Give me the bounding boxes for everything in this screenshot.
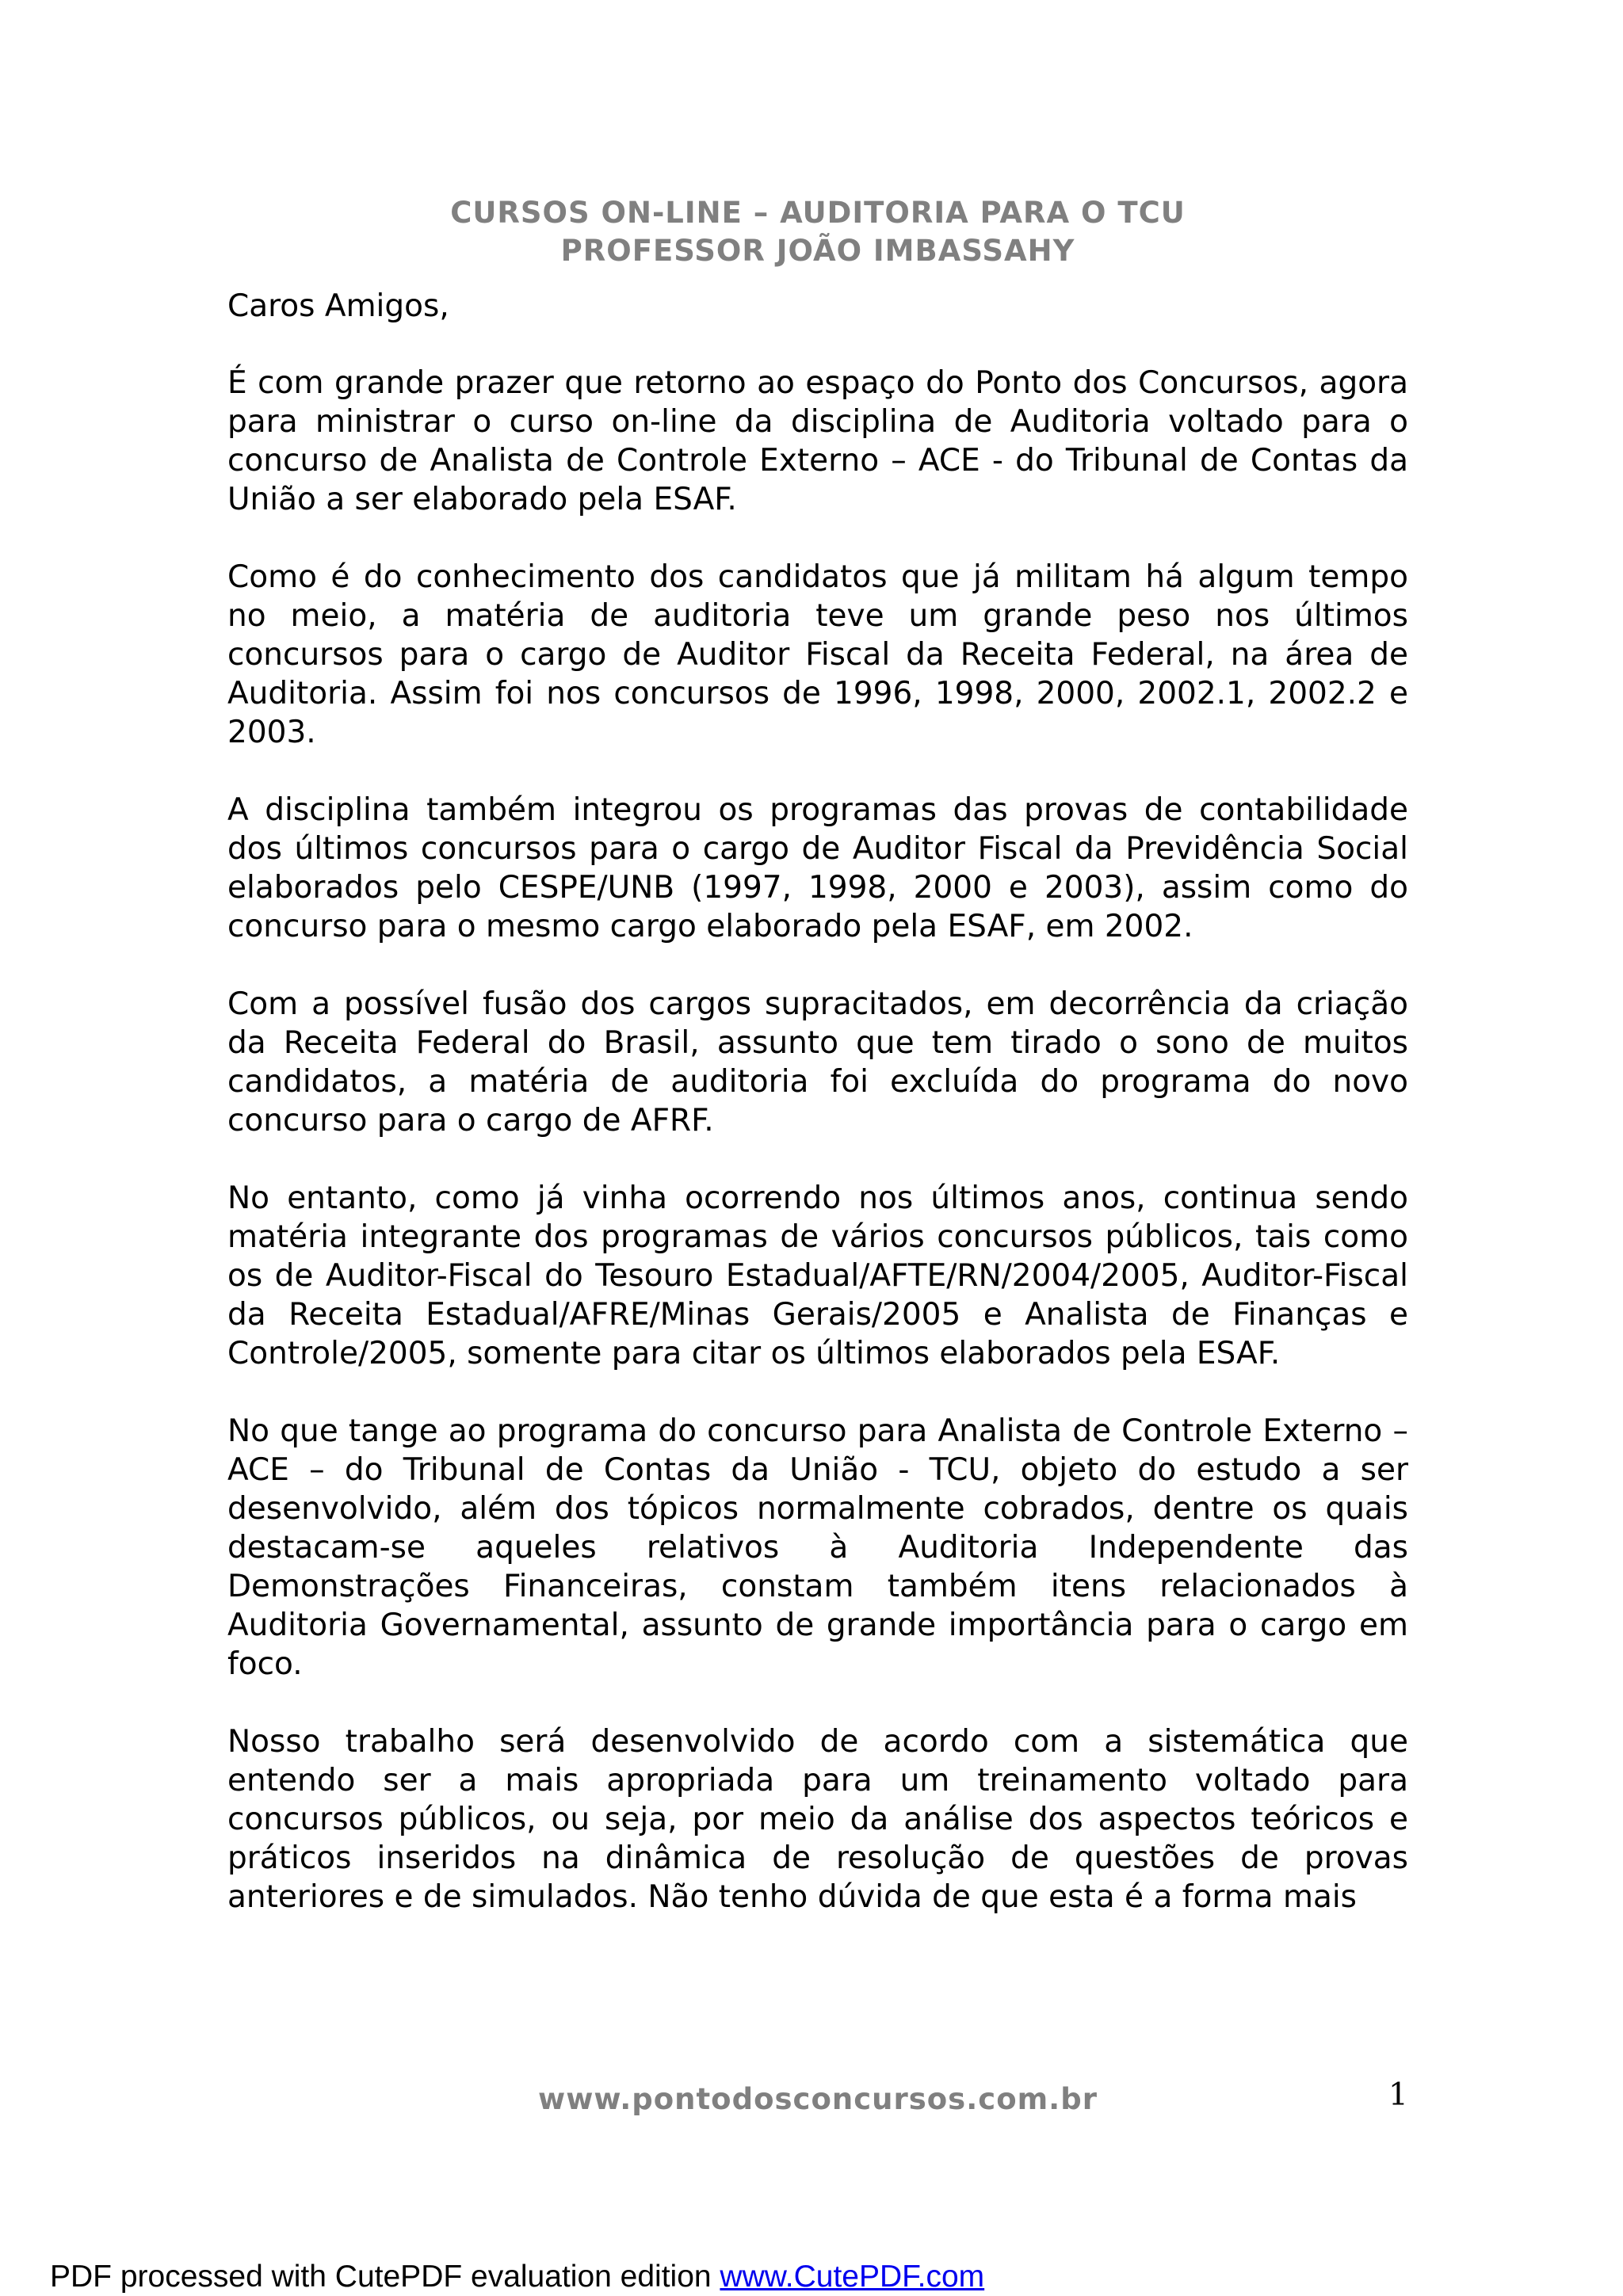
paragraph: No entanto, como já vinha ocorrendo nos últimos anos, continua sendo matéria integrante dos programas de vários concursos públicos, tais como os de Auditor-Fiscal do Tesouro Estadual/AFTE/RN/2004/2005, Auditor-Fiscal da Receita Estadual/AFRE/Minas Gerais/2005 e Analista de Finanças e Controle/2005, somente para citar os últimos elaborados pela ESAF. — [227, 1180, 1408, 1371]
paragraph: É com grande prazer que retorno ao espaço do Ponto dos Concursos, agora para ministrar o curso on-line da disciplina de Auditoria voltado para o concurso de Analista de Controle Externo – ACE - do Tribunal de Contas da União a ser elaborado pela ESAF. — [227, 365, 1408, 517]
cutepdf-link[interactable]: www.CutePDF.com — [720, 2260, 985, 2294]
document-body — [227, 287, 1408, 1917]
document-header — [227, 194, 1408, 270]
page-number: 1 — [1388, 2077, 1408, 2113]
cutepdf-watermark-footer — [50, 2260, 984, 2294]
header-course-title: CURSOS ON-LINE – AUDITORIA PARA O TCU — [450, 196, 1186, 230]
paragraph: Com a possível fusão dos cargos supracitados, em decorrência da criação da Receita Federal do Brasil, assunto que tem tirado o sono de muitos candidatos, a matéria de auditoria foi excluída do programa do novo concurso para o cargo de AFRF. — [227, 986, 1408, 1138]
salutation: Caros Amigos, — [227, 288, 449, 324]
header-professor-name: PROFESSOR JOÃO IMBASSAHY — [560, 234, 1075, 268]
paragraph: A disciplina também integrou os programas das provas de contabilidade dos últimos concursos para o cargo de Auditor Fiscal da Previdência Social elaborados pelo CESPE/UNB (1997, 1998, 2000 e 2003), assim como do concurso para o mesmo cargo elaborado pela ESAF, em 2002. — [227, 792, 1408, 944]
footer-website-url: www.pontodosconcursos.com.br — [538, 2082, 1098, 2116]
cutepdf-notice-text: PDF processed with CutePDF evaluation edition — [50, 2260, 720, 2294]
paragraph: Como é do conhecimento dos candidatos que já militam há algum tempo no meio, a matéria de auditoria teve um grande peso nos últimos concursos para o cargo de Auditor Fiscal da Receita Federal, na área de Auditoria. Assim foi nos concursos de 1996, 1998, 2000, 2002.1, 2002.2 e 2003. — [227, 559, 1408, 750]
paragraph: Nosso trabalho será desenvolvido de acordo com a sistemática que entendo ser a mais apropriada para um treinamento voltado para concursos públicos, ou seja, por meio da análise dos aspectos teóricos e práticos inseridos na dinâmica de resolução de questões de provas anteriores e de simulados. Não tenho dúvida de que esta é a forma mais — [227, 1724, 1408, 1915]
paragraph: No que tange ao programa do concurso para Analista de Controle Externo – ACE – do Tribunal de Contas da União - TCU, objeto do estudo a ser desenvolvido, além dos tópicos normalmente cobrados, dentre os quais destacam-se aqueles relativos à Auditoria Independente das Demonstrações Financeiras, constam também itens relacionados à Auditoria Governamental, assunto de grande importância para o cargo em foco. — [227, 1413, 1408, 1682]
